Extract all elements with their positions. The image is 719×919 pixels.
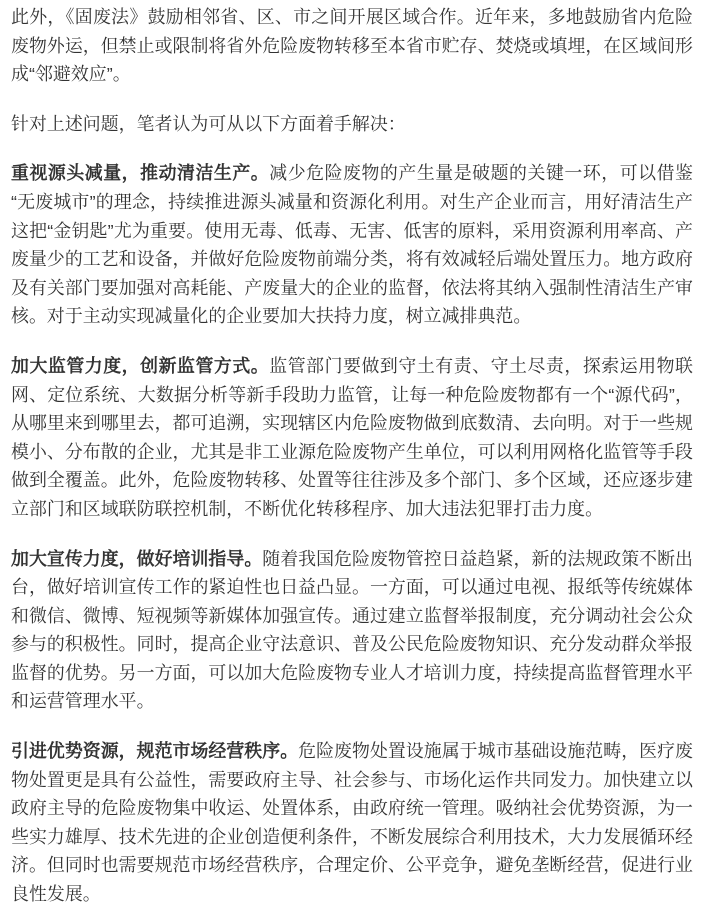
paragraph <box>11 110 693 139</box>
paragraph <box>11 352 693 524</box>
paragraph-text: 监管部门要做到守土有责、守土尽责，探索运用物联网、定位系统、大数据分析等新手段助力监管，让每一种危险废物都有一个“源代码”，从哪里来到哪里去，都可追溯，实现辖区内危险废物做到底数清、去向明。对于一些规模小、分布散的企业，尤其是非工业源危险废物产生单位，可以利用网格化监管等手段做到全覆盖。此外，危险废物转移、处置等往往涉及多个部门、多个区域，还应逐步建立部门和区域联防联控机制，不断优化转移程序、加大违法犯罪打击力度。 <box>11 355 694 519</box>
paragraph <box>11 545 693 717</box>
paragraph-text: 针对上述问题，笔者认为可从以下方面着手解决： <box>11 113 406 134</box>
paragraph <box>11 159 693 331</box>
paragraph-lead: 引进优势资源，规范市场经营秩序。 <box>11 741 299 762</box>
paragraph-text: 减少危险废物的产生量是破题的关键一环，可以借鉴“无废城市”的理念，持续推进源头减量和资源化利用。对生产企业而言，用好清洁生产这把“金钥匙”尤为重要。使用无毒、低毒、无害、低害的原料，采用资源利用率高、产废量少的工艺和设备，并做好危险废物前端分类，将有效减轻后端处置压力。地方政府及有关部门要加强对高耗能、产废量大的企业的监督，依法将其纳入强制性清洁生产审核。对于主动实现减量化的企业要加大扶持力度，树立减排典范。 <box>11 163 694 327</box>
paragraph-text: 此外，《固废法》鼓励相邻省、区、市之间开展区域合作。近年来，多地鼓励省内危险废物外运，但禁止或限制将省外危险废物转移至本省市贮存、焚烧或填埋，在区域间形成“邻避效应”。 <box>11 7 693 85</box>
paragraph <box>11 737 693 909</box>
paragraph-lead: 加大监管力度，创新监管方式。 <box>11 355 270 376</box>
paragraph-text: 随着我国危险废物管控日益趋紧，新的法规政策不断出台，做好培训宣传工作的紧迫性也日益凸显。一方面，可以通过电视、报纸等传统媒体和微信、微博、短视频等新媒体加强宣传。通过建立监督举报制度，充分调动社会公众参与的积极性。同时，提高企业守法意识、普及公民危险废物知识、充分发动群众举报监督的优势。另一方面，可以加大危险废物专业人才培训力度，持续提高监督管理水平和运营管理水平。 <box>11 548 693 712</box>
paragraph <box>11 3 693 89</box>
paragraph-lead: 重视源头减量，推动清洁生产。 <box>11 163 270 184</box>
paragraph-lead: 加大宣传力度，做好培训指导。 <box>11 548 263 569</box>
paragraph-text: 危险废物处置设施属于城市基础设施范畴，医疗废物处置更是具有公益性，需要政府主导、社会参与、市场化运作共同发力。加快建立以政府主导的危险废物集中收运、处置体系，由政府统一管理。吸纳社会优势资源，为一些实力雄厚、技术先进的企业创造便利条件，不断发展综合利用技术，大力发展循环经济。但同时也需要规范市场经营秩序，合理定价、公平竞争，避免垄断经营，促进行业良性发展。 <box>11 741 693 905</box>
